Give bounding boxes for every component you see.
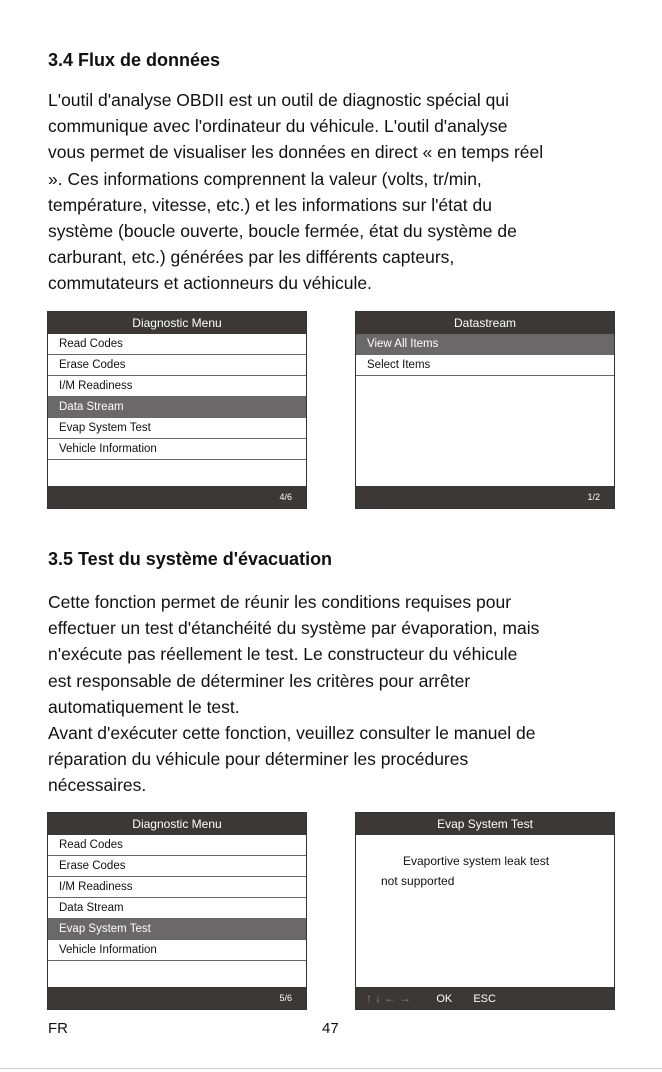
page-indicator: 1/2 xyxy=(356,486,614,508)
menu-item-vehicle-information[interactable]: Vehicle Information xyxy=(48,439,306,460)
paragraph-line: effectuer un test d'étanchéité du système par évaporation, mais xyxy=(48,618,540,639)
screen-title: Diagnostic Menu xyxy=(48,813,306,835)
arrow-up-icon[interactable]: ↑ xyxy=(366,991,375,1005)
ok-button[interactable]: OK xyxy=(436,993,453,1005)
menu-item-read-codes[interactable]: Read Codes xyxy=(48,334,306,355)
paragraph-line: nécessaires. xyxy=(48,775,147,796)
menu-item-data-stream[interactable]: Data Stream xyxy=(48,898,306,919)
page-indicator: 5/6 xyxy=(48,987,306,1009)
menu-item-view-all-items[interactable]: View All Items xyxy=(356,334,614,355)
paragraph-line: température, vitesse, etc.) et les informations sur l'état du xyxy=(48,194,492,215)
paragraph-line: est responsable de déterminer les critères pour arrêter xyxy=(48,670,471,691)
section-heading: 3.5 Test du système d'évacuation xyxy=(48,549,333,569)
page-number: 47 xyxy=(322,1020,339,1037)
datastream-screen xyxy=(355,311,615,509)
menu-item-read-codes[interactable]: Read Codes xyxy=(48,835,306,856)
paragraph-line: réparation du véhicule pour déterminer les procédures xyxy=(48,749,469,770)
paragraph-line: communique avec l'ordinateur du véhicule. L'outil d'analyse xyxy=(48,116,508,137)
arrow-down-icon[interactable]: ↓ xyxy=(375,991,384,1005)
esc-button[interactable]: ESC xyxy=(473,993,496,1005)
paragraph-line: Avant d'exécuter cette fonction, veuillez consulter le manuel de xyxy=(48,723,536,744)
paragraph-line: commutateurs et actionneurs du véhicule. xyxy=(48,273,372,294)
page-indicator: 4/6 xyxy=(48,486,306,508)
nav-arrows xyxy=(366,991,420,1005)
arrow-left-icon[interactable]: ← xyxy=(384,991,399,1005)
menu-item-vehicle-information[interactable]: Vehicle Information xyxy=(48,940,306,961)
bottom-divider xyxy=(0,1068,662,1069)
paragraph-line: automatiquement le test. xyxy=(48,696,240,717)
diagnostic-menu-screen xyxy=(47,311,307,509)
menu-item-data-stream[interactable]: Data Stream xyxy=(48,397,306,418)
paragraph-line: Cette fonction permet de réunir les conditions requises pour xyxy=(48,592,512,612)
screen-title: Datastream xyxy=(356,312,614,334)
diagnostic-menu-screen xyxy=(47,812,307,1010)
paragraph-line: vous permet de visualiser les données en direct « en temps réel xyxy=(48,142,544,163)
paragraph-line: L'outil d'analyse OBDII est un outil de diagnostic spécial qui xyxy=(48,90,509,110)
menu-item-im-readiness[interactable]: I/M Readiness xyxy=(48,376,306,397)
arrow-right-icon[interactable]: → xyxy=(399,991,414,1005)
paragraph-line: carburant, etc.) générées par les différents capteurs, xyxy=(48,247,455,268)
message-line: not supported xyxy=(381,874,455,888)
section-paragraph xyxy=(48,589,628,799)
screen-title: Diagnostic Menu xyxy=(48,312,306,334)
menu-item-erase-codes[interactable]: Erase Codes xyxy=(48,355,306,376)
menu-item-erase-codes[interactable]: Erase Codes xyxy=(48,856,306,877)
message-line: Evaportive system leak test xyxy=(403,854,550,868)
nav-bar xyxy=(356,987,614,1009)
menu-item-im-readiness[interactable]: I/M Readiness xyxy=(48,877,306,898)
menu-item-evap-system-test[interactable]: Evap System Test xyxy=(48,919,306,940)
menu-item-evap-system-test[interactable]: Evap System Test xyxy=(48,418,306,439)
language-label: FR xyxy=(48,1020,68,1037)
paragraph-line: n'exécute pas réellement le test. Le constructeur du véhicule xyxy=(48,644,518,665)
paragraph-line: ». Ces informations comprennent la valeur (volts, tr/min, xyxy=(48,168,482,189)
section-paragraph xyxy=(48,87,628,297)
menu-item-select-items[interactable]: Select Items xyxy=(356,355,614,376)
evap-system-test-screen xyxy=(355,812,615,1010)
screen-title: Evap System Test xyxy=(356,813,614,835)
status-message xyxy=(356,851,614,891)
paragraph-line: système (boucle ouverte, boucle fermée, état du système de xyxy=(48,221,517,242)
section-heading: 3.4 Flux de données xyxy=(48,50,221,70)
